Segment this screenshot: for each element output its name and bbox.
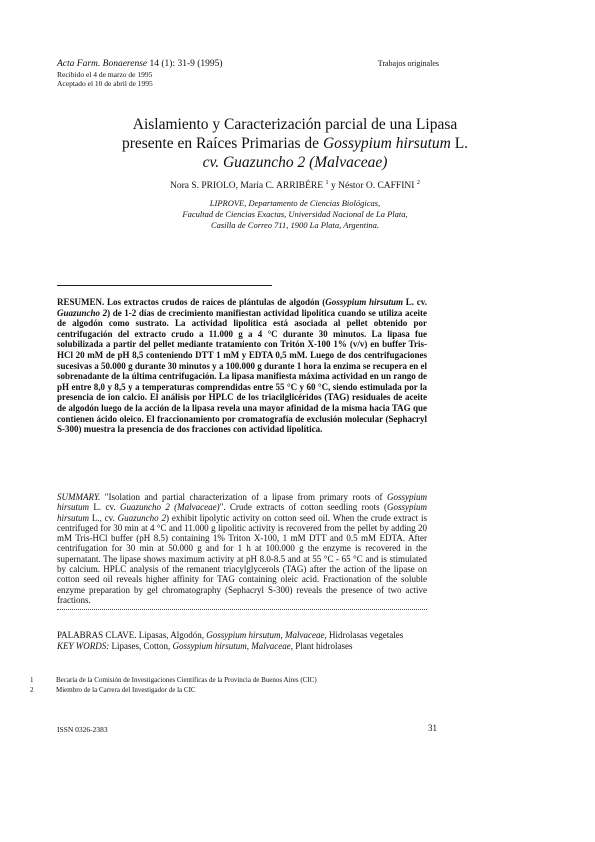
title-line-2 bbox=[40, 134, 550, 153]
author-1: Nora S. PRIOLO, María C. ARRIBÉRE bbox=[169, 181, 326, 192]
footnote-2 bbox=[30, 686, 196, 695]
cultivar-name: Guazuncho 2 bbox=[117, 512, 166, 523]
title-cultivar: cv. Guazuncho 2 (Malvaceae) bbox=[202, 154, 388, 171]
keywords-en-label: KEY WORDS: bbox=[57, 640, 110, 651]
footnote-text: Miembro de la Carrera del Investigador de la CIC bbox=[56, 686, 196, 694]
summary-text: L., cv. bbox=[89, 512, 118, 523]
summary-text: L. cv. bbox=[89, 502, 120, 513]
article-title bbox=[40, 115, 550, 172]
title-text: L. bbox=[450, 135, 469, 152]
author-list bbox=[40, 179, 550, 191]
affiliation-line: Casilla de Correo 711, 1900 La Plata, Argentina. bbox=[210, 220, 380, 230]
keywords-es-label: PALABRAS CLAVE. bbox=[57, 630, 137, 640]
section-label: Trabajos originales bbox=[377, 59, 439, 68]
summary-paragraph bbox=[57, 492, 427, 605]
divider-top bbox=[57, 285, 272, 286]
footnote-number: 2 bbox=[30, 686, 34, 694]
received-date: Recibido el 4 de marzo de 1995 bbox=[57, 70, 153, 79]
issn: ISSN 0326-2383 bbox=[57, 725, 108, 734]
cultivar-name: Guazuncho 2 (Malvaceae) bbox=[119, 502, 220, 513]
divider-bottom bbox=[57, 609, 427, 610]
resumen-text: ) de 1-2 días de crecimiento manifiestan actividad lipolítica cuando se utiliza aceite de algodón como sustrato. La actividad lipolítica está asociada al pellet obtenido por centrifugación del extracto crudo a 11.000 g a 4 °C durante 30 minutos. La lipasa fue solubilizada a partir del pellet mediante tratamiento con Tritón X-100 1% (v/v) en buffer Tris-HCl 20 mM de pH 8,5 conteniendo DTT 1 mM y EDTA 0,5 mM. Luego de dos centrifugaciones sucesivas a 50.000 g durante 30 minutos y a 100.000 g durante 1 hora la enzima se recupera en el sobrenadante de la última centrifugación. La lipasa manifiesta máxima actividad en un rango de pH entre 8,0 y 8,5 y a temperaturas comprendidas entre 55 °C y 60 °C, siendo estimulada por la presencia de ion calcio. El análisis por HPLC de los triacilglicéridos (TAG) residuales de aceite de algodón luego de la acción de la lipasa revela una mayor afinidad de la misma hacia TAG que contienen ácido oleico. El fraccionamiento por cromatografía de exclusión molecular (Sephacryl S-300) muestra la presencia de dos fracciones con actividad lipolítica. bbox=[57, 307, 427, 435]
summary-text: "Isolation and partial characterization of a lipase from primary roots of bbox=[100, 492, 387, 502]
species-name: Gossypium hirsutum bbox=[57, 502, 427, 523]
footnote-1 bbox=[30, 676, 317, 685]
keywords-en bbox=[57, 641, 429, 652]
title-line-1: Aislamiento y Caracterización parcial de una Lipasa bbox=[132, 116, 458, 133]
journal-citation: 14 (1): 31-9 (1995) bbox=[147, 59, 223, 69]
title-text: presente en Raíces Primarias de bbox=[121, 135, 323, 152]
accepted-date: Aceptado el 10 de abril de 1995 bbox=[57, 79, 153, 88]
footnote-text: Becaria de la Comisión de Investigaciones Científicas de la Provincia de Buenos Aires (CIC) bbox=[56, 676, 317, 684]
family-name: Malvaceae bbox=[285, 630, 325, 640]
journal-name: Acta Farm. Bonaerense bbox=[57, 59, 148, 69]
species-name: Gossypium hirsutum bbox=[57, 492, 427, 513]
resumen-text: Los extractos crudos de raíces de plántulas de algodón ( bbox=[104, 297, 326, 307]
affiliation-line: LIPROVE, Departamento de Ciencias Biológicas, bbox=[209, 198, 381, 208]
summary-label: SUMMARY. bbox=[57, 492, 101, 502]
author-2: y Néstor O. CAFFINI bbox=[328, 181, 417, 192]
species-name: Gossypium hirsutum bbox=[206, 630, 281, 640]
keywords-text: , bbox=[280, 630, 286, 640]
summary-text: ) exhibit lipolytic activity on cotton seed oil. When the crude extract is centrifuged for 30 min at 4 °C and 11.000 g lipolitic activity is recovered from the pellet by adding 20 mM Tris-HCl buffer (pH 8.5) containing 1% Triton X-100, 1 mM DTT and 0.5 mM EDTA. After centrifugation for 30 min at 50.000 g and for 1 h at 100.000 g the enzyme is recovered in the supernatant. The lipase shows maximum activity at pH 8.0-8.5 and at 55 °C - 65 °C and is stimulated by calcium. HPLC analysis of the remanent triacylglycerols (TAG) after the action of the lipase on cotton seed oil reveals higher affinity for TAG containing oleic acid. Fractionation of the soluble enzyme preparation by gel chromatography (Sephacryl S-300) reveals the presence of two active fractions. bbox=[57, 512, 427, 605]
author-2-footnote-mark: 2 bbox=[416, 179, 421, 186]
keywords-es bbox=[57, 630, 429, 641]
species-name: Gossypium hirsutum bbox=[325, 297, 403, 307]
resumen-label: RESUMEN. bbox=[57, 297, 105, 307]
cultivar-name: Guazuncho 2 bbox=[57, 307, 108, 318]
citation-header bbox=[57, 59, 223, 88]
keywords bbox=[57, 630, 429, 651]
keywords-text: Lipases, Cotton, bbox=[109, 640, 173, 651]
family-name: Malvaceae bbox=[251, 640, 291, 651]
keywords-text: Lipasas, Algodón, bbox=[136, 630, 207, 640]
keywords-text: , Hidrolasas vegetales bbox=[324, 630, 404, 640]
title-species: Gossypium hirsutum bbox=[322, 135, 451, 152]
species-name: Gossypium hirsutum bbox=[172, 640, 247, 651]
keywords-text: , Plant hidrolases bbox=[290, 640, 353, 651]
keywords-text: , bbox=[246, 640, 252, 651]
resumen-text: L. cv. bbox=[403, 297, 427, 307]
resumen-paragraph bbox=[57, 297, 427, 435]
page-number: 31 bbox=[428, 723, 437, 733]
title-line-3 bbox=[40, 153, 550, 172]
affiliation bbox=[40, 198, 550, 231]
summary-text: ". Crude extracts of cotton seedling roots ( bbox=[219, 502, 387, 513]
author-1-footnote-mark: 1 bbox=[325, 179, 329, 186]
footnote-number: 1 bbox=[30, 676, 34, 684]
affiliation-line: Facultad de Ciencias Exactas, Universidad Nacional de La Plata, bbox=[182, 209, 408, 219]
